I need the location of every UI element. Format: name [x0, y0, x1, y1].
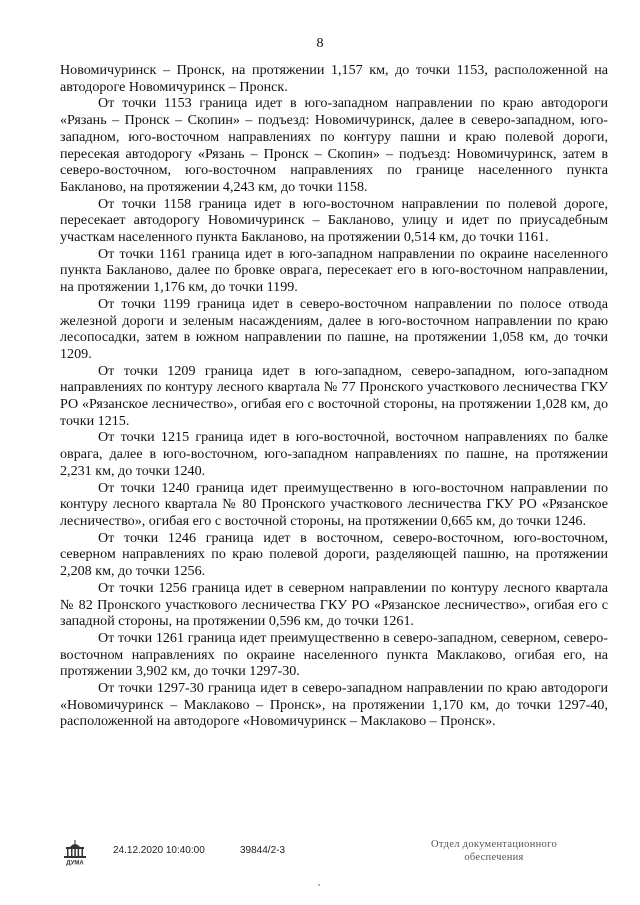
footer-datetime: 24.12.2020 10:40:00: [113, 845, 205, 856]
paragraph: От точки 1297-30 граница идет в северо-западном направлении по краю автодороги «Новомичуринск – Маклаково – Пронск», на протяжении 1,170 км, до точки 1297-40, расположенной на автодороге «Новомичуринск – Маклаково – Пронск».: [60, 680, 608, 730]
footer: [0, 830, 640, 890]
logo-text: ДУМА: [66, 860, 84, 866]
paragraph-continuation: Новомичуринск – Пронск, на протяжении 1,157 км, до точки 1153, расположенной на автодороге Новомичуринск – Пронск.: [60, 62, 608, 95]
paragraph: От точки 1240 граница идет преимущественно в юго-восточном направлении по контуру лесного квартала № 80 Пронского участкового лесничества ГКУ РО «Рязанское лесничество», огибая его с восточной стороны, на протяжении 0,665 км, до точки 1246.: [60, 479, 608, 529]
department-stamp: [404, 838, 584, 864]
paragraph: От точки 1209 граница идет в юго-западном, северо-западном, юго-западном направлениях по контуру лесного квартала № 77 Пронского участкового лесничества ГКУ РО «Рязанское лесничество», огибая его с восточной стороны, на протяжении 1,028 км, до точки 1215.: [60, 362, 608, 429]
stamp-line-2: обеспечения: [464, 852, 524, 863]
duma-building-icon: [62, 838, 88, 866]
document-body: [60, 62, 608, 730]
paragraph: От точки 1246 граница идет в восточном, северо-восточном, юго-восточном, северном направлениях по краю полевой дороги, разделяющей пашню, на протяжении 2,208 км, до точки 1256.: [60, 529, 608, 580]
paragraph: От точки 1158 граница идет в юго-восточном направлении по полевой дороге, пересекает автодорогу Новомичуринск – Бакланово, улицу и идет по приусадебным участкам населенного пункта Бакланово, на протяжении 0,514 км, до точки 1161.: [60, 195, 608, 246]
paragraph: От точки 1215 граница идет в юго-восточной, восточном направлениях по балке оврага, далее в юго-восточном, юго-западном направлениях по пашне, на протяжении 2,231 км, до точки 1240.: [60, 429, 608, 479]
scan-speck: [318, 884, 320, 886]
paragraph: От точки 1256 граница идет в северном направлении по контуру лесного квартала № 82 Пронского участкового лесничества ГКУ РО «Рязанское лесничество», огибая его с западной стороны, на протяжении 0,596 км, до точки 1261.: [60, 579, 608, 630]
paragraph: От точки 1261 граница идет преимущественно в северо-западном, северном, северо-восточном направлениях по окраине населенного пункта Маклаково, огибая его, на протяжении 3,902 км, до точки 1297-30.: [60, 629, 608, 680]
stamp-line-1: Отдел документационного: [430, 839, 558, 850]
paragraph: От точки 1199 граница идет в северо-восточном направлении по полосе отвода железной дороги и зеленым насаждениям, далее в юго-восточном направлении по краю лесопосадки, затем в южном направлении по пашне, на протяжении 1,058 км, до точки 1209.: [60, 295, 608, 362]
footer-doc-number: 39844/2-3: [240, 845, 286, 856]
page-number: 8: [316, 36, 324, 51]
paragraph: От точки 1153 граница идет в юго-западном направлении по краю автодороги «Рязань – Пронск – Скопин» – подъезд: Новомичуринск, далее в северо-западном, юго-западном, юго-восточном направлениях по контуру пашни и краю полевой дороги, пересекая автодорогу «Рязань – Пронск – Скопин» – подъезд: Новомичуринск, затем в северо-восточном, юго-восточном направлениях по границе населенного пункта Бакланово, на протяжении 4,243 км, до точки 1158.: [60, 95, 608, 195]
paragraph: От точки 1161 граница идет в юго-западном направлении по окраине населенного пункта Бакланово, далее по бровке оврага, пересекает его в юго-восточном направлении, на протяжении 1,176 км, до точки 1199.: [60, 245, 608, 296]
